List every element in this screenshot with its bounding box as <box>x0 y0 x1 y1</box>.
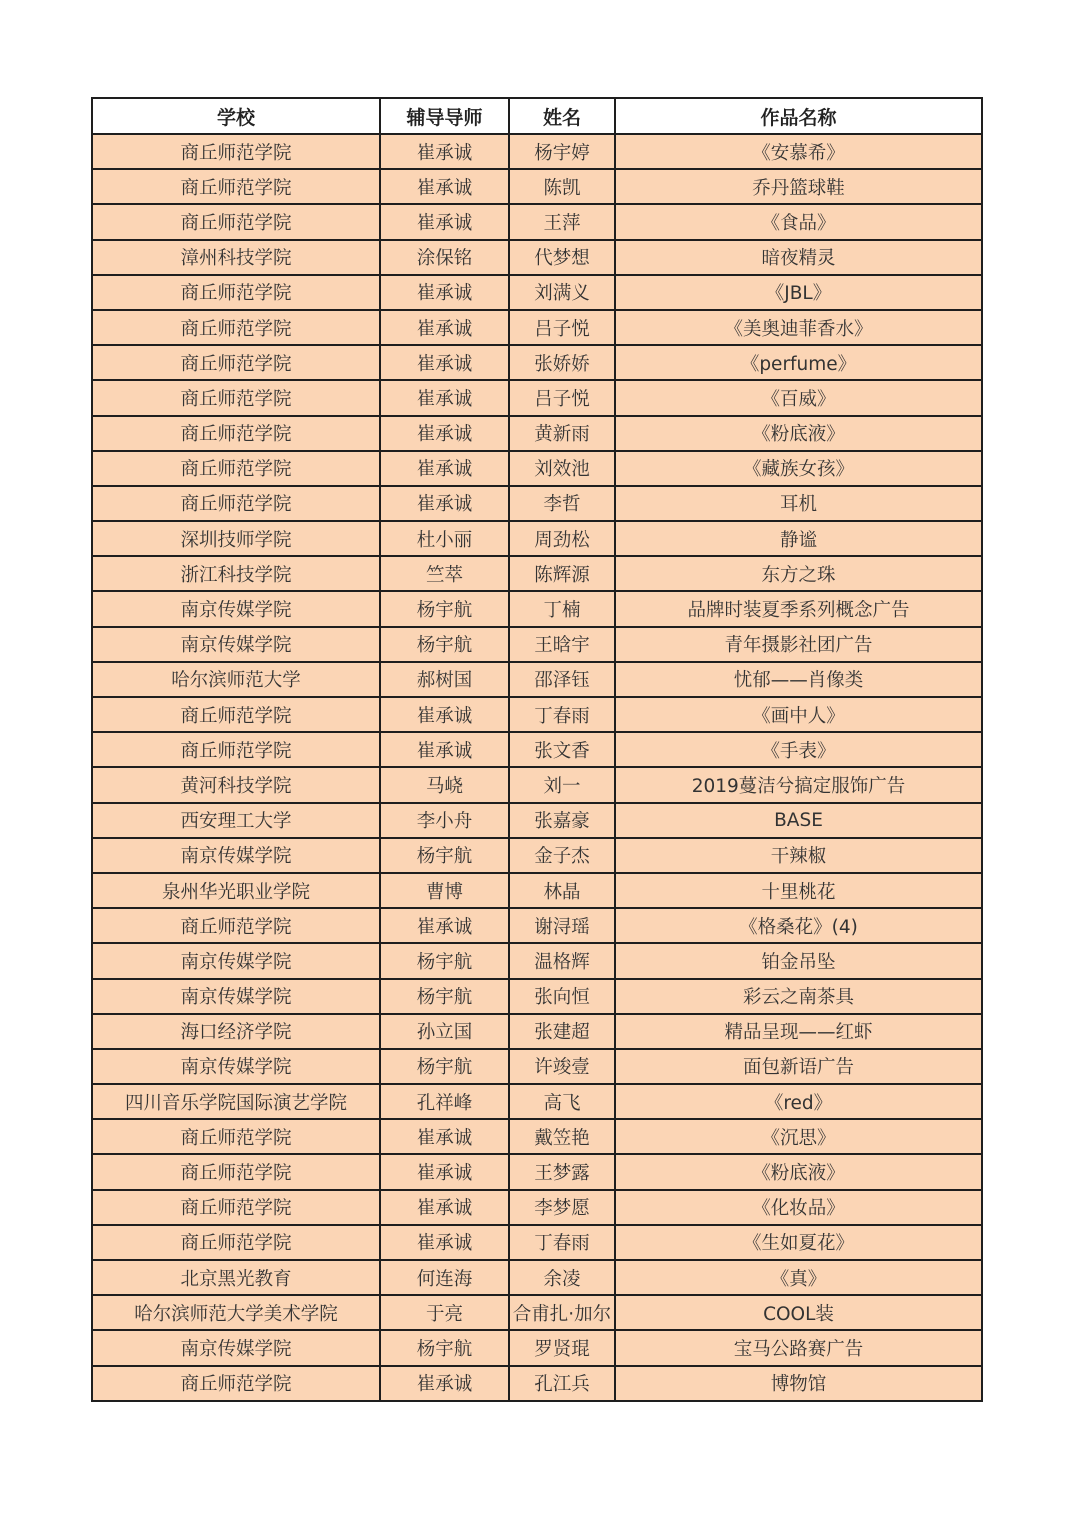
cell-work-title: 《沉思》 <box>615 1119 982 1154</box>
cell-advisor: 崔承诚 <box>380 1190 509 1225</box>
cell-school: 西安理工大学 <box>92 803 380 838</box>
cell-advisor: 崔承诚 <box>380 1154 509 1189</box>
cell-student-name: 邵泽钰 <box>509 662 615 697</box>
cell-school: 商丘师范学院 <box>92 486 380 521</box>
cell-advisor: 崔承诚 <box>380 275 509 310</box>
cell-work-title: 面包新语广告 <box>615 1049 982 1084</box>
cell-school: 浙江科技学院 <box>92 556 380 591</box>
header-work-title: 作品名称 <box>615 98 982 134</box>
cell-advisor: 崔承诚 <box>380 697 509 732</box>
cell-school: 哈尔滨师范大学美术学院 <box>92 1295 380 1330</box>
cell-student-name: 代梦想 <box>509 240 615 275</box>
table-row <box>92 1119 982 1154</box>
cell-advisor: 曹博 <box>380 873 509 908</box>
cell-school: 商丘师范学院 <box>92 1119 380 1154</box>
cell-school: 商丘师范学院 <box>92 275 380 310</box>
cell-student-name: 王梦露 <box>509 1154 615 1189</box>
cell-student-name: 杨宇婷 <box>509 134 615 169</box>
cell-student-name: 陈凯 <box>509 169 615 204</box>
cell-work-title: 《化妆品》 <box>615 1190 982 1225</box>
cell-work-title: 品牌时装夏季系列概念广告 <box>615 591 982 626</box>
header-school: 学校 <box>92 98 380 134</box>
header-advisor: 辅导导师 <box>380 98 509 134</box>
cell-work-title: 精品呈现——红虾 <box>615 1014 982 1049</box>
cell-school: 南京传媒学院 <box>92 627 380 662</box>
table-row <box>92 451 982 486</box>
cell-school: 四川音乐学院国际演艺学院 <box>92 1084 380 1119</box>
cell-student-name: 张向恒 <box>509 979 615 1014</box>
cell-work-title: 《真》 <box>615 1260 982 1295</box>
cell-advisor: 崔承诚 <box>380 380 509 415</box>
table-row <box>92 591 982 626</box>
cell-advisor: 杨宇航 <box>380 838 509 873</box>
cell-student-name: 刘一 <box>509 767 615 802</box>
cell-advisor: 崔承诚 <box>380 310 509 345</box>
cell-advisor: 崔承诚 <box>380 169 509 204</box>
cell-student-name: 吕子悦 <box>509 380 615 415</box>
cell-advisor: 杜小丽 <box>380 521 509 556</box>
table-row <box>92 556 982 591</box>
cell-student-name: 林晶 <box>509 873 615 908</box>
cell-advisor: 崔承诚 <box>380 1366 509 1401</box>
cell-school: 北京黑光教育 <box>92 1260 380 1295</box>
header-name: 姓名 <box>509 98 615 134</box>
table-row <box>92 380 982 415</box>
table-row <box>92 908 982 943</box>
table-row <box>92 838 982 873</box>
cell-work-title: 《red》 <box>615 1084 982 1119</box>
cell-student-name: 张文香 <box>509 732 615 767</box>
table-row <box>92 943 982 978</box>
cell-work-title: 《画中人》 <box>615 697 982 732</box>
cell-work-title: 《生如夏花》 <box>615 1225 982 1260</box>
table-row <box>92 486 982 521</box>
cell-school: 漳州科技学院 <box>92 240 380 275</box>
cell-student-name: 余凌 <box>509 1260 615 1295</box>
cell-student-name: 刘效池 <box>509 451 615 486</box>
cell-work-title: 《手表》 <box>615 732 982 767</box>
table-row <box>92 204 982 239</box>
cell-student-name: 许竣壹 <box>509 1049 615 1084</box>
cell-student-name: 温格辉 <box>509 943 615 978</box>
table-row <box>92 345 982 380</box>
cell-work-title: 《百威》 <box>615 380 982 415</box>
cell-work-title: 《食品》 <box>615 204 982 239</box>
cell-student-name: 高飞 <box>509 1084 615 1119</box>
table-row <box>92 1154 982 1189</box>
cell-work-title: 《格桑花》(4) <box>615 908 982 943</box>
cell-advisor: 杨宇航 <box>380 979 509 1014</box>
cell-student-name: 黄新雨 <box>509 416 615 451</box>
cell-school: 南京传媒学院 <box>92 1330 380 1365</box>
table-row <box>92 416 982 451</box>
cell-school: 南京传媒学院 <box>92 838 380 873</box>
cell-work-title: 彩云之南茶具 <box>615 979 982 1014</box>
table-row <box>92 979 982 1014</box>
cell-student-name: 王萍 <box>509 204 615 239</box>
cell-work-title: 《JBL》 <box>615 275 982 310</box>
cell-advisor: 郝树国 <box>380 662 509 697</box>
cell-student-name: 吕子悦 <box>509 310 615 345</box>
cell-school: 南京传媒学院 <box>92 979 380 1014</box>
cell-student-name: 合甫扎·加尔 <box>509 1295 615 1330</box>
cell-advisor: 崔承诚 <box>380 451 509 486</box>
entries-table <box>91 97 983 1402</box>
cell-work-title: 静谧 <box>615 521 982 556</box>
cell-work-title: 乔丹篮球鞋 <box>615 169 982 204</box>
cell-work-title: 《藏族女孩》 <box>615 451 982 486</box>
table-row <box>92 1049 982 1084</box>
cell-student-name: 张嘉豪 <box>509 803 615 838</box>
cell-advisor: 崔承诚 <box>380 732 509 767</box>
cell-school: 南京传媒学院 <box>92 591 380 626</box>
table-row <box>92 732 982 767</box>
cell-advisor: 杨宇航 <box>380 1330 509 1365</box>
cell-advisor: 马峣 <box>380 767 509 802</box>
cell-school: 泉州华光职业学院 <box>92 873 380 908</box>
cell-school: 海口经济学院 <box>92 1014 380 1049</box>
table-row <box>92 627 982 662</box>
table-row <box>92 697 982 732</box>
cell-school: 商丘师范学院 <box>92 1225 380 1260</box>
cell-advisor: 杨宇航 <box>380 627 509 662</box>
cell-work-title: 暗夜精灵 <box>615 240 982 275</box>
cell-advisor: 杨宇航 <box>380 1049 509 1084</box>
cell-advisor: 崔承诚 <box>380 204 509 239</box>
cell-advisor: 孙立国 <box>380 1014 509 1049</box>
cell-advisor: 崔承诚 <box>380 345 509 380</box>
cell-student-name: 丁楠 <box>509 591 615 626</box>
cell-school: 哈尔滨师范大学 <box>92 662 380 697</box>
cell-school: 商丘师范学院 <box>92 380 380 415</box>
cell-school: 商丘师范学院 <box>92 732 380 767</box>
cell-work-title: COOL装 <box>615 1295 982 1330</box>
cell-work-title: 《粉底液》 <box>615 1154 982 1189</box>
cell-school: 南京传媒学院 <box>92 1049 380 1084</box>
table-row <box>92 240 982 275</box>
table-row <box>92 310 982 345</box>
cell-work-title: 《粉底液》 <box>615 416 982 451</box>
cell-school: 商丘师范学院 <box>92 1190 380 1225</box>
table-row <box>92 134 982 169</box>
cell-advisor: 于亮 <box>380 1295 509 1330</box>
cell-student-name: 罗贤琨 <box>509 1330 615 1365</box>
table-header-row <box>92 98 982 134</box>
cell-work-title: 铂金吊坠 <box>615 943 982 978</box>
table-row <box>92 803 982 838</box>
cell-work-title: 《安慕希》 <box>615 134 982 169</box>
cell-work-title: 宝马公路赛广告 <box>615 1330 982 1365</box>
cell-student-name: 金子杰 <box>509 838 615 873</box>
cell-work-title: 博物馆 <box>615 1366 982 1401</box>
cell-work-title: 干辣椒 <box>615 838 982 873</box>
cell-school: 商丘师范学院 <box>92 134 380 169</box>
table-row <box>92 1260 982 1295</box>
cell-advisor: 杨宇航 <box>380 943 509 978</box>
cell-school: 商丘师范学院 <box>92 345 380 380</box>
cell-work-title: 2019蔓洁兮搞定服饰广告 <box>615 767 982 802</box>
cell-advisor: 崔承诚 <box>380 1225 509 1260</box>
cell-advisor: 何连海 <box>380 1260 509 1295</box>
cell-student-name: 张建超 <box>509 1014 615 1049</box>
cell-advisor: 崔承诚 <box>380 908 509 943</box>
cell-student-name: 谢浔瑶 <box>509 908 615 943</box>
cell-student-name: 王晗宇 <box>509 627 615 662</box>
cell-student-name: 刘满义 <box>509 275 615 310</box>
cell-school: 商丘师范学院 <box>92 697 380 732</box>
cell-student-name: 丁春雨 <box>509 1225 615 1260</box>
table-row <box>92 1014 982 1049</box>
cell-advisor: 孔祥峰 <box>380 1084 509 1119</box>
cell-school: 商丘师范学院 <box>92 1154 380 1189</box>
table-row <box>92 1225 982 1260</box>
cell-school: 深圳技师学院 <box>92 521 380 556</box>
table-body <box>92 134 982 1401</box>
table-row <box>92 169 982 204</box>
cell-student-name: 李梦愿 <box>509 1190 615 1225</box>
cell-advisor: 竺萃 <box>380 556 509 591</box>
cell-school: 商丘师范学院 <box>92 1366 380 1401</box>
cell-school: 商丘师范学院 <box>92 451 380 486</box>
cell-advisor: 李小舟 <box>380 803 509 838</box>
cell-student-name: 陈辉源 <box>509 556 615 591</box>
table-row <box>92 1084 982 1119</box>
results-sheet <box>91 97 981 1402</box>
cell-student-name: 孔江兵 <box>509 1366 615 1401</box>
table-row <box>92 1295 982 1330</box>
cell-advisor: 崔承诚 <box>380 416 509 451</box>
cell-student-name: 周劲松 <box>509 521 615 556</box>
table-row <box>92 1190 982 1225</box>
cell-work-title: 东方之珠 <box>615 556 982 591</box>
cell-school: 商丘师范学院 <box>92 908 380 943</box>
cell-school: 商丘师范学院 <box>92 310 380 345</box>
cell-student-name: 张娇娇 <box>509 345 615 380</box>
cell-school: 商丘师范学院 <box>92 169 380 204</box>
table-row <box>92 662 982 697</box>
cell-work-title: 《美奥迪菲香水》 <box>615 310 982 345</box>
cell-student-name: 李哲 <box>509 486 615 521</box>
cell-work-title: BASE <box>615 803 982 838</box>
table-row <box>92 1330 982 1365</box>
table-row <box>92 767 982 802</box>
cell-advisor: 崔承诚 <box>380 486 509 521</box>
cell-school: 黄河科技学院 <box>92 767 380 802</box>
cell-school: 南京传媒学院 <box>92 943 380 978</box>
table-row <box>92 275 982 310</box>
table-row <box>92 1366 982 1401</box>
cell-work-title: 忧郁——肖像类 <box>615 662 982 697</box>
cell-work-title: 耳机 <box>615 486 982 521</box>
cell-advisor: 崔承诚 <box>380 134 509 169</box>
cell-student-name: 戴笠艳 <box>509 1119 615 1154</box>
cell-advisor: 崔承诚 <box>380 1119 509 1154</box>
cell-work-title: 十里桃花 <box>615 873 982 908</box>
cell-advisor: 涂保铭 <box>380 240 509 275</box>
table-row <box>92 521 982 556</box>
cell-school: 商丘师范学院 <box>92 204 380 239</box>
cell-school: 商丘师范学院 <box>92 416 380 451</box>
cell-work-title: 青年摄影社团广告 <box>615 627 982 662</box>
table-row <box>92 873 982 908</box>
cell-advisor: 杨宇航 <box>380 591 509 626</box>
cell-student-name: 丁春雨 <box>509 697 615 732</box>
cell-work-title: 《perfume》 <box>615 345 982 380</box>
